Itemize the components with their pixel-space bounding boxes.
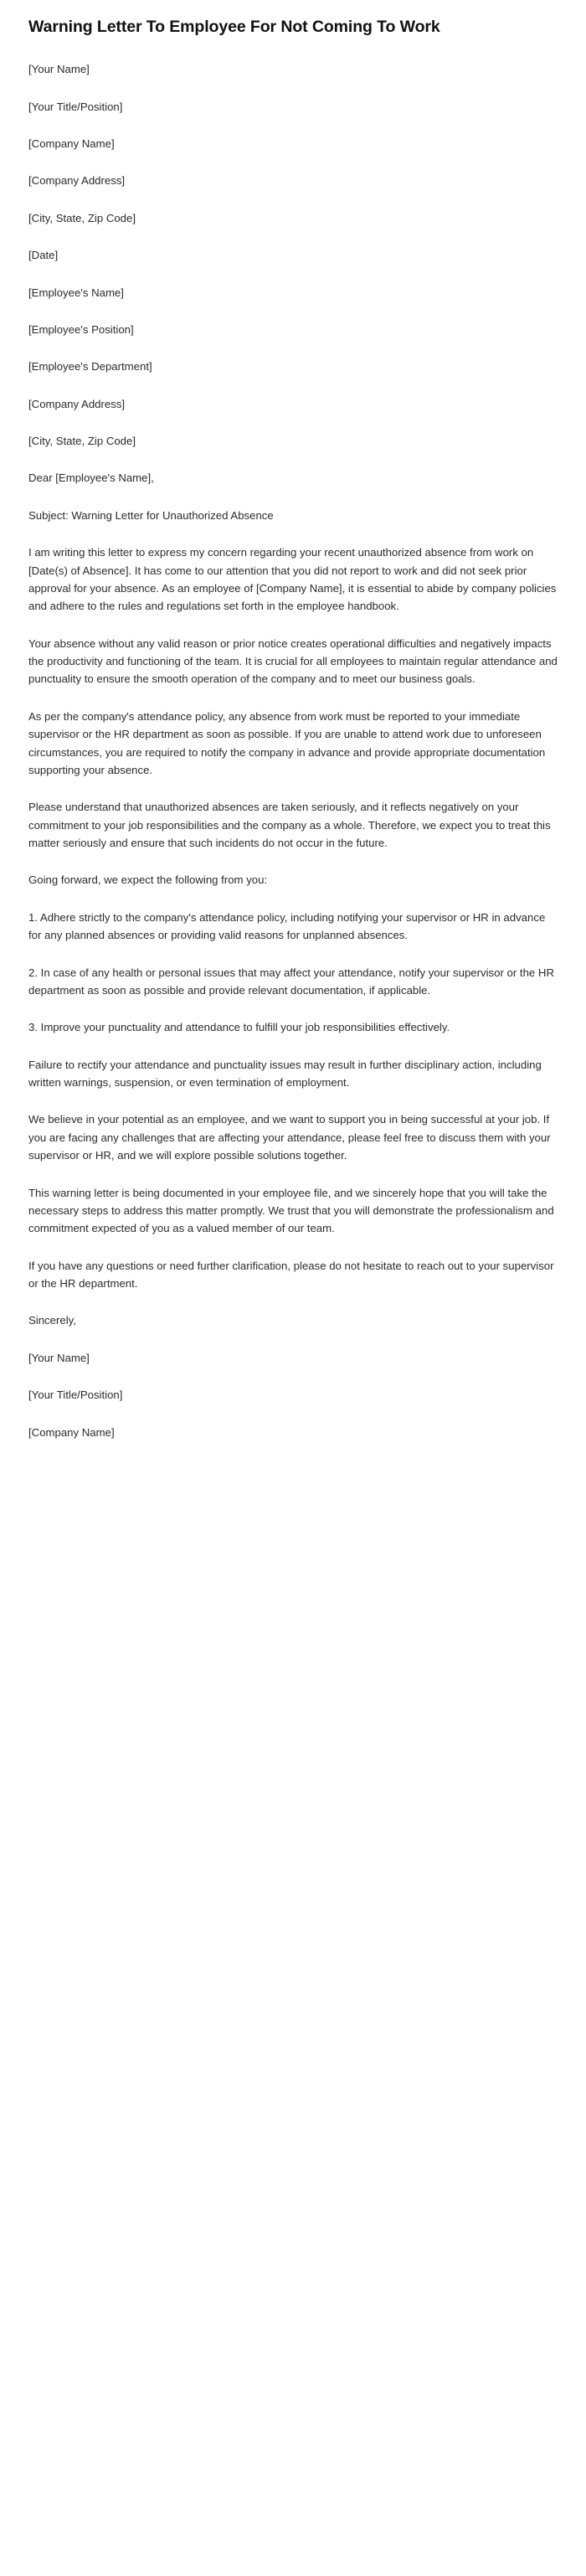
document-paragraph: [Company Name] (28, 1425, 115, 1439)
page-title: Warning Letter To Employee For Not Coming To Work (28, 18, 440, 36)
document-paragraph: As per the company's attendance policy, any absence from work must be reported to your immediate supervisor or the HR department as soon as possible. If you are unable to attend work due to unforeseen circumstances, you are required to notify the company in advance and provide appropriate documentation supporting your absence. (28, 709, 546, 776)
document-body (28, 60, 558, 1441)
document-paragraph: [Your Name] (28, 63, 90, 76)
document-paragraph: Your absence without any valid reason or prior notice creates operational difficulties and negatively impacts the productivity and functioning of the team. It is crucial for all employees to maintain regular attendance and punctuality to ensure the smooth operation of the company and to meet our business goals. (28, 636, 558, 686)
document-paragraph: [Your Title/Position] (28, 100, 123, 113)
document-paragraph: Dear [Employee's Name], (28, 471, 154, 485)
document-paragraph: We believe in your potential as an employee, and we want to support you in being successful at your job. If you are facing any challenges that are affecting your attendance, please feel free to discuss them with your supervisor or HR, and we will explore possible solutions together. (28, 1113, 551, 1162)
document-paragraph: [Your Title/Position] (28, 1388, 123, 1402)
document-paragraph: [City, State, Zip Code] (28, 211, 136, 224)
document-paragraph: [Employee's Name] (28, 286, 124, 299)
document-paragraph: 1. Adhere strictly to the company's attendance policy, including notifying your supervisor or HR in advance for any planned absences or providing valid reasons for unplanned absences. (28, 910, 546, 942)
document-paragraph: [Employee's Department] (28, 360, 152, 374)
document-paragraph: This warning letter is being documented in your employee file, and we sincerely hope that you will take the necessary steps to address this matter promptly. We trust that you will demonstrate the professionalism and commitment expected of you as a valued member of our team. (28, 1186, 554, 1235)
document-paragraph: 3. Improve your punctuality and attendance to fulfill your job responsibilities effectively. (28, 1021, 450, 1034)
document-paragraph: Going forward, we expect the following from you: (28, 873, 268, 887)
document-paragraph: 2. In case of any health or personal issues that may affect your attendance, notify your supervisor or the HR department as soon as possible and provide relevant documentation, if applicable. (28, 966, 554, 997)
document-paragraph: Failure to rectify your attendance and punctuality issues may result in further disciplinary action, including written warnings, suspension, or even termination of employment. (28, 1058, 542, 1090)
document-paragraph: Subject: Warning Letter for Unauthorized Absence (28, 508, 274, 522)
document-paragraph: If you have any questions or need further clarification, please do not hesitate to reach out to your supervisor or the HR department. (28, 1259, 554, 1291)
document-paragraph: Sincerely, (28, 1314, 76, 1327)
document-paragraph: [City, State, Zip Code] (28, 435, 136, 448)
document-paragraph: [Your Name] (28, 1351, 90, 1364)
document-paragraph: I am writing this letter to express my concern regarding your recent unauthorized absence from work on [Date(s) of Absence]. It has come to our attention that you did not report to work and did not seek prior approval for your absence. As an employee of [Company Name], it is essential to abide by company policies and adhere to the rules and regulations set forth in the employee handbook. (28, 546, 557, 613)
document-paragraph: [Company Address] (28, 174, 126, 188)
document-paragraph: Please understand that unauthorized absences are taken seriously, and it reflects negatively on your commitment to your job responsibilities and the company as a whole. Therefore, we expect you to treat this matter seriously and ensure that such incidents do not occur in the future. (28, 801, 551, 850)
document-paragraph: [Employee's Position] (28, 322, 134, 336)
document-paragraph: [Date] (28, 249, 59, 262)
document-paragraph: [Company Address] (28, 397, 126, 410)
document-paragraph: [Company Name] (28, 137, 115, 151)
